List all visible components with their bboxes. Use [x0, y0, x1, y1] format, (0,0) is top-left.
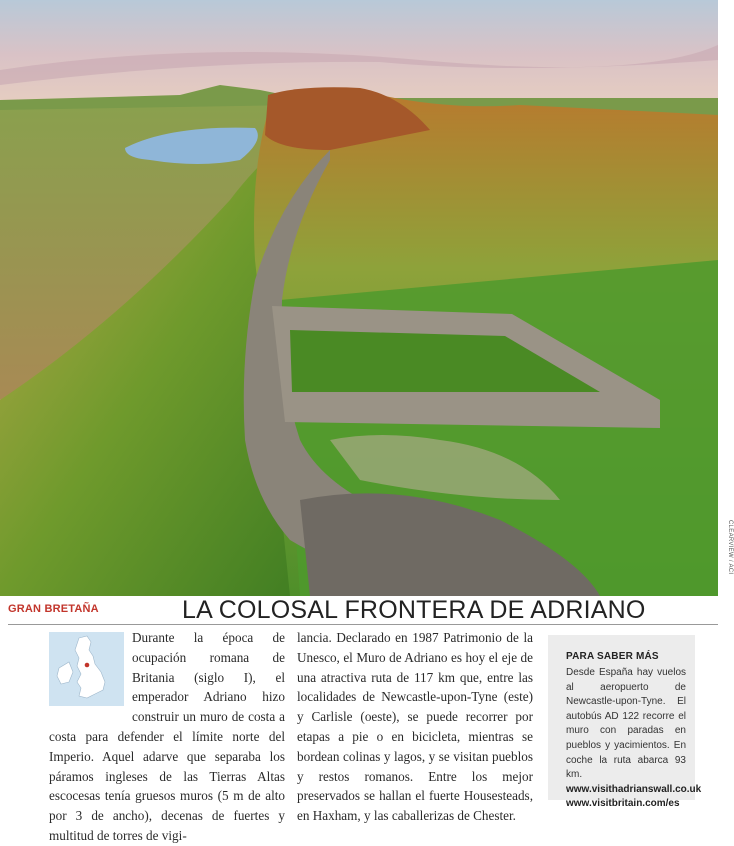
sidebar-text — [566, 666, 702, 812]
article-text-1: Durante la época de ocupación romana de Britania (siglo I), el emperador Adriano hizo construir un muro de costa a costa para defender el límite norte del Imperio. Aquel adarve que separaba los páramos ingleses de las Tierras Altas escocesas tenía gruesos muros (5 m de alto por 3 de ancho), decenas de fuertes y multitud de torres de vigi- — [49, 630, 285, 843]
link-visitbritain[interactable]: www.visitbritain.com/es — [566, 798, 680, 810]
photo-credit: CLEARVIEW / ACI — [727, 520, 733, 575]
map-float-spacer — [49, 628, 132, 708]
section-label: GRAN BRETAÑA — [8, 603, 99, 615]
sidebar-title: PARA SABER MÁS — [566, 651, 659, 662]
article-column-2 — [297, 628, 533, 826]
sidebar-body: Desde España hay vuelos al aeropuerto de Newcastle-upon-Tyne. El autobús AD 122 recorre el muro con paradas en pueblos y yacimientos. En coche la ruta abarca 93 km. — [566, 667, 686, 781]
article-column-1 — [49, 628, 285, 846]
link-visithadrianswall[interactable]: www.visithadrianswall.co.uk — [566, 783, 702, 795]
divider — [8, 624, 718, 625]
article-title: LA COLOSAL FRONTERA DE ADRIANO — [182, 596, 646, 624]
article-text-2: lancia. Declarado en 1987 Patrimonio de la Unesco, el Muro de Adriano es hoy el eje de una atractiva ruta de 117 km que, entre las localidades de Newcastle-upon-Tyne (este) y Carlisle (oeste), se puede recorrer por etapas a pie o en bicicleta, mientras se bordean colinas y lagos, y se visitan pueblos y restos romanos. Entre los mejor preservados se hallan el fuerte Housesteads, en Haxham, y las caballerizas de Chester. — [297, 630, 533, 824]
info-sidebar — [548, 635, 702, 810]
